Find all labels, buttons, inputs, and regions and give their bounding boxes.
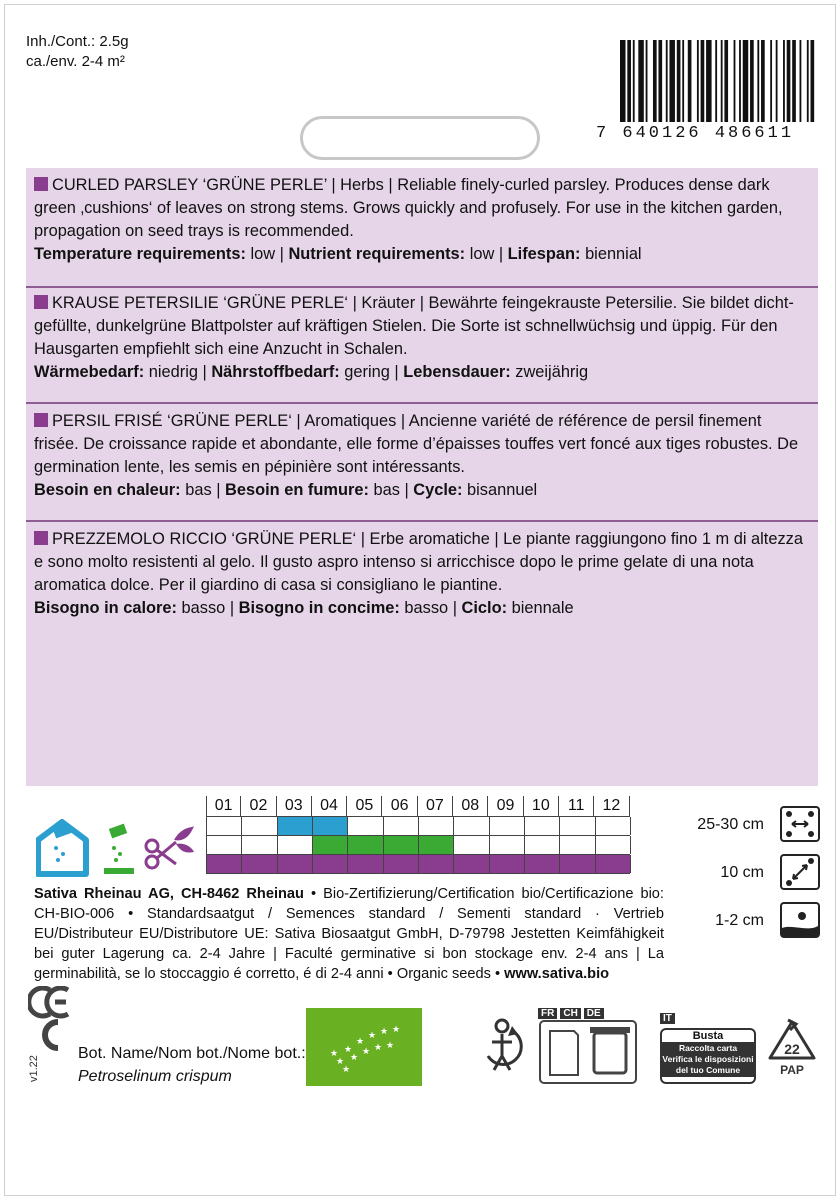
- barcode: [620, 40, 816, 122]
- req-label: Besoin en fumure:: [225, 481, 369, 499]
- ce-icon: [29, 988, 68, 1016]
- sowing-depth-icon: [780, 902, 820, 938]
- botanical-label: Bot. Name/Nom bot./Nome bot.:: [78, 1045, 306, 1062]
- calendar-grid-line: [630, 855, 631, 873]
- purple-square-icon: [34, 531, 48, 545]
- greenhouse-sowing-icon: [38, 822, 86, 874]
- barcode-bar: [776, 40, 778, 122]
- contents-info: [26, 32, 129, 72]
- req-label: Cycle:: [413, 481, 463, 499]
- req-value: biennial: [580, 245, 642, 263]
- divider: [26, 520, 818, 522]
- purple-square-icon: [34, 295, 48, 309]
- plant-distance: [690, 854, 820, 892]
- contents-weight: Inh./Cont.: 2.5g: [26, 33, 129, 50]
- raccolta-line: Raccolta carta: [678, 1043, 738, 1053]
- row-spacing-icon: [780, 806, 820, 842]
- company-text: • Bio-Zertifizierung/Certification bio/Certificazione bio: CH-BIO-006 • Standardsaatgut / Semences standard / Sementi standard · Vertrieb EU/Distributeur EU/Distributore UE: Sativa Biosaatgut GmbH, D-79798 Jestetten Keimfähigkeit bei guter Lagerung ca. 2-4 Jahre | Faculté germinative si bon stockage env. 2-4 ans | La germinabilità, se lo stoccaggio é corretto, é di 2-4 anni • Organic seeds •: [34, 886, 664, 982]
- eu-star-icon: ★: [386, 1041, 395, 1051]
- req-label: Lifespan:: [507, 245, 581, 263]
- description-french: [34, 410, 810, 502]
- calendar-rows: [206, 816, 630, 874]
- title-german: KRAUSE PETERSILIE ‘GRÜNE PERLE‘: [52, 294, 349, 312]
- req-label: Nährstoffbedarf:: [211, 363, 340, 381]
- req-label: Besoin en chaleur:: [34, 481, 181, 499]
- description-italian: [34, 528, 810, 620]
- e-mark-icon: [45, 1022, 58, 1048]
- calendar-grid-line: [595, 836, 596, 854]
- req-value: basso |: [399, 599, 462, 617]
- calendar-grid-line: [524, 855, 525, 873]
- calendar-grid-line: [559, 855, 560, 873]
- eu-star-icon: ★: [336, 1057, 345, 1067]
- pap-recycle-icon: [764, 1018, 820, 1076]
- calendar-grid-line: [418, 855, 419, 873]
- calendar-grid-line: [630, 817, 631, 835]
- busta-label: Busta: [692, 1030, 724, 1042]
- calendar-grid-line: [312, 855, 313, 873]
- title-italian: PREZZEMOLO RICCIO ‘GRÜNE PERLE‘: [52, 530, 357, 548]
- barcode-bar: [653, 40, 657, 122]
- calendar-grid-line: [453, 817, 454, 835]
- calendar-month-label: 12: [594, 796, 629, 816]
- req-value: low |: [245, 245, 289, 263]
- calendar-month-label: 08: [453, 796, 488, 816]
- barcode-bar: [715, 40, 717, 122]
- barcode-bar: [633, 40, 635, 122]
- divider: [26, 402, 818, 404]
- calendar-grid-line: [383, 836, 384, 854]
- req-label: Bisogno in calore:: [34, 599, 177, 617]
- eu-star-icon: ★: [362, 1047, 371, 1057]
- eu-star-icon: ★: [350, 1053, 359, 1063]
- calendar-month-label: 02: [241, 796, 276, 816]
- contents-area: ca./env. 2-4 m²: [26, 53, 125, 70]
- req-value: low |: [465, 245, 508, 263]
- eu-star-icon: ★: [330, 1049, 339, 1059]
- barcode-bar: [734, 40, 736, 122]
- barcode-bar: [638, 40, 643, 122]
- req-value: basso |: [176, 599, 239, 617]
- eu-star-icon: ★: [368, 1031, 377, 1041]
- calendar-grid-line: [595, 817, 596, 835]
- req-label: Bisogno in concime:: [238, 599, 400, 617]
- sowing-icons: [36, 818, 196, 878]
- barcode-bar: [787, 40, 791, 122]
- barcode-bar: [792, 40, 796, 122]
- calendar-grid-line: [347, 855, 348, 873]
- barcode-bar: [757, 40, 759, 122]
- calendar-month-label: 06: [382, 796, 417, 816]
- country-de: DE: [584, 1008, 604, 1019]
- sowing-depth-value: 1-2 cm: [715, 912, 764, 929]
- calendar-grid-line: [312, 817, 313, 835]
- eu-star-icon: ★: [392, 1025, 401, 1035]
- version-label: v1.22: [28, 1055, 40, 1082]
- text-italian: | Erbe aromatiche | Le piante raggiungono fino 1 m di altezza e sono molto resistenti al gelo. Il gusto aspro intenso si arricchisce dopo le prime gelate di una nota aromatica dolce. Per il giardino di casa si consigliano le piantine.: [34, 530, 803, 594]
- calendar-row-indoor-sowing: [206, 816, 630, 835]
- eu-star-icon: ★: [356, 1037, 365, 1047]
- outdoor-sowing-icon: [104, 824, 134, 874]
- paper-bin-icon: [538, 1019, 638, 1085]
- calendar-row-direct-sowing: [206, 835, 630, 854]
- row-distance-value: 25-30 cm: [697, 816, 764, 833]
- calendar-grid-line: [312, 836, 313, 854]
- calendar-grid-line: [453, 855, 454, 873]
- calendar-grid-line: [559, 817, 560, 835]
- barcode-bar: [770, 40, 772, 122]
- req-value: biennale: [507, 599, 574, 617]
- calendar-month-label: 07: [418, 796, 453, 816]
- req-value: gering |: [339, 363, 404, 381]
- barcode-bar: [750, 40, 754, 122]
- calendar-month-label: 11: [559, 796, 594, 816]
- barcode-number: 7 640126 486611: [596, 124, 795, 143]
- row-distance: [690, 806, 820, 844]
- barcode-bar: [783, 40, 785, 122]
- country-labels: [538, 1008, 638, 1019]
- calendar-grid-line: [277, 817, 278, 835]
- calendar-grid-line: [489, 836, 490, 854]
- req-label: Wärmebedarf:: [34, 363, 145, 381]
- calendar-bottom-line: [206, 873, 630, 874]
- calendar-grid-line: [489, 817, 490, 835]
- calendar-grid-line: [595, 855, 596, 873]
- req-value: niedrig |: [144, 363, 212, 381]
- calendar-month-label: 03: [277, 796, 312, 816]
- barcode-bar: [666, 40, 668, 122]
- eu-organic-logo: [306, 1008, 422, 1086]
- sorting-info-fr-ch-de: [538, 1008, 638, 1088]
- barcode-bar: [811, 40, 815, 122]
- calendar-months: [206, 796, 630, 816]
- barcode-bar: [658, 40, 662, 122]
- title-french: PERSIL FRISÉ ‘GRÜNE PERLE‘: [52, 412, 292, 430]
- raccolta-info: [662, 1042, 754, 1077]
- barcode-bar: [739, 40, 741, 122]
- calendar-grid-line: [206, 817, 207, 835]
- calendar-grid-line: [347, 817, 348, 835]
- botanical-name: [78, 1042, 306, 1088]
- barcode-bar: [701, 40, 705, 122]
- barcode-bar: [646, 40, 648, 122]
- calendar-grid-line: [383, 817, 384, 835]
- plant-spacing-icon: [780, 854, 820, 890]
- eu-star-icon: ★: [344, 1045, 353, 1055]
- description-german: [34, 292, 810, 384]
- calendar-grid-line: [524, 817, 525, 835]
- req-value: bas |: [368, 481, 414, 499]
- barcode-bar: [743, 40, 748, 122]
- barcode-bar: [697, 40, 699, 122]
- req-value: bisannuel: [462, 481, 538, 499]
- barcode-bar: [800, 40, 802, 122]
- calendar-month-label: 05: [347, 796, 382, 816]
- title-english: CURLED PARSLEY ‘GRÜNE PERLE’: [52, 176, 327, 194]
- botanical-value: Petroselinum crispum: [78, 1068, 232, 1085]
- eu-star-icon: ★: [380, 1027, 389, 1037]
- raccolta-line: del tuo Comune: [675, 1065, 741, 1075]
- purple-square-icon: [34, 177, 48, 191]
- barcode-bar: [721, 40, 723, 122]
- calendar-grid-line: [418, 817, 419, 835]
- text-french: | Aromatiques | Ancienne variété de référence de persil finement frisée. De croissance rapide et abondante, elle forme d’épaisses touffes vert foncé aux tiges robustes. De germination lente, les semis en pépinière sont intéressants.: [34, 412, 799, 476]
- barcode-bar: [620, 40, 625, 122]
- calendar-month-label: 09: [488, 796, 523, 816]
- barcode-bar: [627, 40, 631, 122]
- req-label: Lebensdauer:: [403, 363, 511, 381]
- calendar-grid-line: [383, 855, 384, 873]
- req-label: Temperature requirements:: [34, 245, 246, 263]
- barcode-bar: [807, 40, 809, 122]
- calendar-grid-line: [277, 836, 278, 854]
- barcode-bar: [688, 40, 692, 122]
- calendar-grid-line: [241, 855, 242, 873]
- eu-star-icon: ★: [374, 1043, 383, 1053]
- divider: [26, 286, 818, 288]
- description-panel: [26, 168, 818, 786]
- busta-box: [660, 1028, 756, 1084]
- barcode-bar: [761, 40, 765, 122]
- italy-disposal-info: [660, 1008, 756, 1082]
- calendar-month-label: 01: [206, 796, 241, 816]
- company-info: [34, 884, 664, 984]
- calendar-grid-line: [206, 836, 207, 854]
- country-fr: FR: [538, 1008, 557, 1019]
- barcode-bar: [669, 40, 674, 122]
- calendar-grid-line: [347, 836, 348, 854]
- purple-square-icon: [34, 413, 48, 427]
- req-value: bas |: [180, 481, 226, 499]
- sowing-calendar: [206, 796, 630, 874]
- calendar-grid-line: [241, 817, 242, 835]
- req-label: Ciclo:: [461, 599, 508, 617]
- hang-hole: [300, 116, 540, 160]
- calendar-grid-line: [418, 836, 419, 854]
- calendar-row-harvest: [206, 854, 630, 873]
- calendar-grid-line: [489, 855, 490, 873]
- country-it: IT: [660, 1013, 675, 1024]
- calendar-grid-line: [206, 855, 207, 873]
- website-link[interactable]: www.sativa.bio: [504, 966, 610, 982]
- calendar-month-label: 10: [524, 796, 559, 816]
- barcode-bar: [706, 40, 711, 122]
- barcode-bar: [724, 40, 728, 122]
- text-english: | Herbs | Reliable finely-curled parsley. Produces dense dark green ‚cushions‘ of leaves on strong stems. Grows quickly and profusely. For use in the kitchen garden, propagation on seed trays is recommended.: [34, 176, 783, 240]
- calendar-grid-line: [241, 836, 242, 854]
- calendar-grid-line: [453, 836, 454, 854]
- calendar-month-label: 04: [312, 796, 347, 816]
- req-label: Nutrient requirements:: [288, 245, 466, 263]
- company-name: Sativa Rheinau AG, CH-8462 Rheinau: [34, 886, 304, 902]
- eu-star-icon: ★: [342, 1065, 351, 1075]
- calendar-grid-line: [277, 855, 278, 873]
- pap-label: PAP: [780, 1063, 804, 1076]
- pap-number: 22: [784, 1041, 800, 1057]
- sowing-depth: [690, 902, 820, 940]
- raccolta-line: Verifica le disposizioni: [662, 1054, 754, 1064]
- req-value: zweijährig: [510, 363, 589, 381]
- country-ch: CH: [560, 1008, 580, 1019]
- calendar-grid-line: [559, 836, 560, 854]
- barcode-bar: [682, 40, 684, 122]
- harvest-scissors-icon: [146, 826, 194, 868]
- calendar-grid-line: [524, 836, 525, 854]
- ce-mark-icons: [28, 986, 72, 1052]
- triman-recycle-icon: [478, 1012, 534, 1074]
- plant-distance-value: 10 cm: [720, 864, 764, 881]
- calendar-grid-line: [630, 836, 631, 854]
- description-english: [34, 174, 810, 266]
- barcode-bar: [677, 40, 681, 122]
- text-german: | Kräuter | Bewährte feingekrauste Petersilie. Sie bildet dicht-gefüllte, dunkelgrüne Blattpolster auf kräftigen Stielen. Die Sorte ist schnellwüchsig und üppig. Für den Hausgarten empfiehlt sich eine Anzucht in Schalen.: [34, 294, 794, 358]
